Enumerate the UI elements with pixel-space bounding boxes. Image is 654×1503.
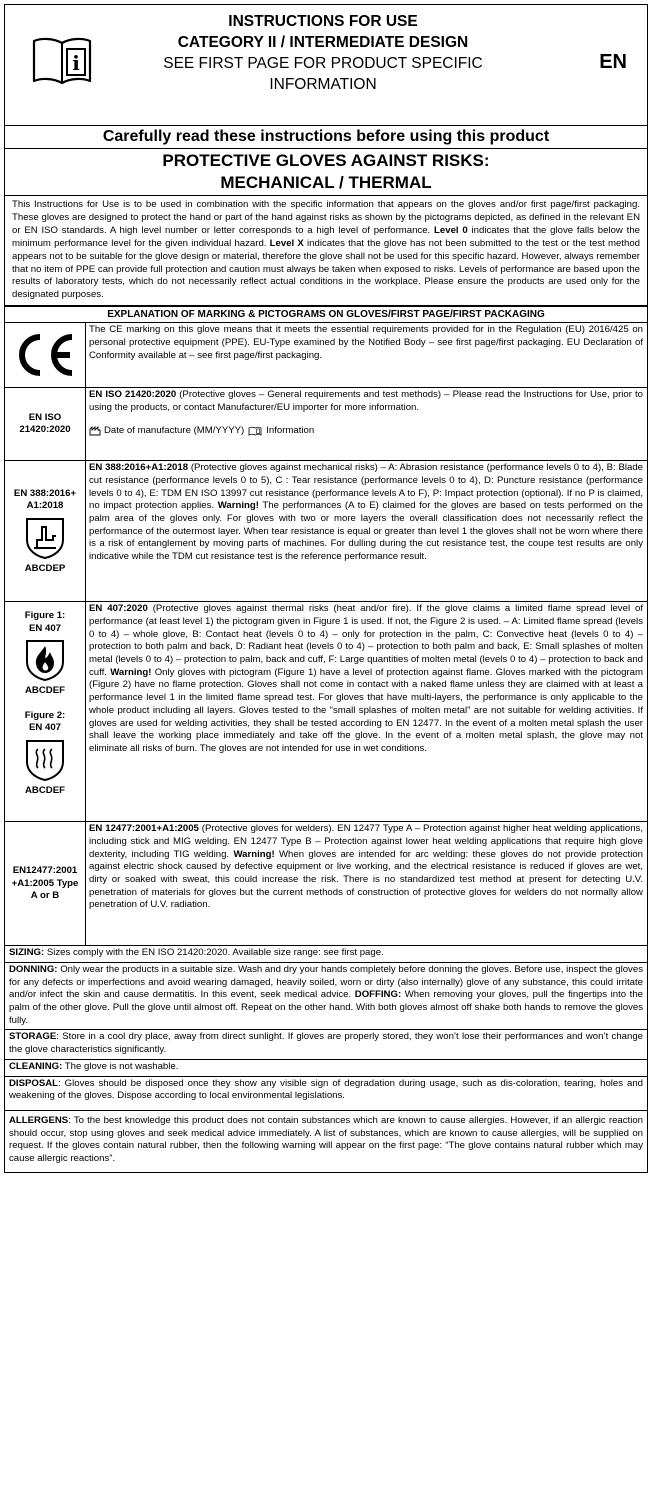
en388-label-line2: A1:2018	[26, 500, 64, 511]
ce-marking-row	[5, 323, 647, 388]
donning-label: DONNING:	[9, 963, 58, 975]
read-instructions-banner: Carefully read these instructions before using this product	[5, 126, 647, 149]
en388-text	[86, 461, 647, 601]
product-title-banner	[5, 149, 647, 196]
product-title-line1: PROTECTIVE GLOVES AGAINST RISKS:	[162, 151, 490, 170]
doc-see-first-page: SEE FIRST PAGE FOR PRODUCT SPECIFIC	[163, 55, 483, 72]
intro-text-3: indicates that the glove has not been submitted to the test or the test method appears not to be suitable for the glove design or material, therefore the glove shall not be used for this specific hazard. However, always remember that no item of PPE can provide full protection and caution must always be taken when exposed to risks. Levels of performance are based upon the results of laboratory tests, which do not necessarily reflect actual conditions in the workplace. Please ensure the products are used only for the designated purposes.	[12, 237, 640, 301]
en407-fig1-title: Figure 1:	[24, 610, 66, 622]
en12477-label-line1: EN12477:2001	[12, 865, 78, 876]
iso-label-line1: EN ISO	[28, 411, 62, 423]
doffing-label: DOFFING:	[354, 989, 402, 1001]
cleaning-label: CLEANING:	[9, 1060, 63, 1072]
en407-text-2: Only gloves with pictogram (Figure 1) have a level of protection against flame. Gloves marked with the pictogram (Figure 2) have no flame protection. Gloves shall not come in contact with a naked flame unless they are claimed with at least a performance level 1 in the limited flame spread test. For gloves that have multi-layers, the performance is only applicable to the whole product including all layers. Gloves tested to the “small splashes of molten metal” are not suitable for welding activities. If gloves are used for welding activities, they shall be tested according to EN 12477. In the event of a molten metal splash the user shall leave the working place immediately and take off the glove. In the event of a molten metal splash, the glove may not eliminate all risks of burn. The gloves are not intended for use in wet conditions.	[89, 666, 643, 754]
en388-label	[5, 461, 86, 601]
en407-row	[5, 602, 647, 822]
ce-text: The CE marking on this glove means that it meets the essential requirements provided for in the Regulation (EU) 2016/425 on personal protective equipment (PPE). EU-Type examined by the Notified Body – see first page/first packaging. EU Declaration of Conformity available at – see first page/first packaging.	[89, 324, 643, 361]
sizing-text: Sizes comply with the EN ISO 21420:2020. Available size range: see first page.	[44, 947, 384, 959]
flame-shield-icon	[24, 638, 66, 682]
level-x-term: Level X	[269, 237, 304, 249]
information-icon	[247, 426, 263, 436]
disposal-section	[5, 1077, 647, 1111]
date-of-manufacture-label: Date of manufacture (MM/YYYY)	[104, 424, 245, 436]
iso-21420-label	[5, 388, 86, 460]
en12477-row	[5, 822, 647, 946]
en12477-text-1: (Protective gloves for welders). EN 12477 Type A – Protection against higher heat welding applications, including stick and MIG welding. EN 12477 Type B – Protection against lower heat welding applications that require high glove dexterity, including TIG welding.	[89, 823, 643, 860]
header-titles	[123, 11, 523, 95]
en407-warning: Warning!	[110, 666, 152, 678]
intro-text-1: This Instructions for Use is to be used in combination with the specific information that appears on the gloves and/or first page/first packaging. These gloves are designed to protect the hand or part of the hand against risks as shown by the pictograms depicted, as defined in the relevant EN or EN ISO standards. A high level number or letter corresponds to a high level of performance.	[12, 199, 640, 236]
intro-text-2: indicates that the glove falls below the minimum performance level for the given individual hazard.	[12, 224, 640, 249]
en407-fig2-standard: EN 407	[29, 722, 61, 734]
en12477-code: EN 12477:2001+A1:2005	[89, 823, 199, 835]
allergens-label: ALLERGENS	[9, 1114, 69, 1126]
iso-21420-row	[5, 388, 647, 461]
en407-code: EN 407:2020	[89, 603, 148, 615]
product-title-line2: MECHANICAL / THERMAL	[220, 173, 432, 192]
iso-code: EN ISO 21420:2020	[89, 389, 177, 401]
storage-section	[5, 1030, 647, 1059]
en12477-label-line3: A or B	[30, 890, 60, 901]
allergens-section	[5, 1111, 647, 1172]
cleaning-section	[5, 1060, 647, 1077]
level-0-term: Level 0	[434, 224, 468, 236]
doc-category: CATEGORY II / INTERMEDIATE DESIGN	[177, 34, 469, 51]
storage-text: : Store in a cool dry place, away from direct sunlight. If gloves are properly stored, they won’t lose their performances and won’t change the glove characteristics significantly.	[9, 1031, 643, 1056]
en407-fig2-letters: ABCDEF	[25, 784, 65, 796]
en407-fig1-standard: EN 407	[29, 622, 61, 634]
svg-text:i: i	[72, 51, 80, 75]
doffing-text: When removing your gloves, pull the fingertips into the palm of the other glove. Pull the glove until almost off. Repeat on the other hand. With both gloves almost off shake both hands to remove the gloves fully.	[9, 989, 643, 1026]
en388-row	[5, 461, 647, 602]
en388-letters: ABCDEP	[24, 562, 66, 574]
iso-description: (Protective gloves – General requirements and test methods) – Please read the Instructions for Use, prior to using the products, or contact Manufacturer/EU importer for more information.	[89, 389, 643, 413]
intro-paragraph	[5, 196, 647, 307]
en12477-warning: Warning!	[233, 848, 275, 860]
en12477-text-2: When gloves are intended for arc welding: these gloves do not provide protection against electric shock caused by defective equipment or live working, and the electrical resistance is reduced if gloves are wet, dirty or soaked with sweat, this could increase the risk. There is no standardized test method at present for detecting U.V. penetration of materials for gloves but the current methods of construction of protective gloves for welders do not normally allow penetration of U.V. radiation.	[89, 848, 643, 911]
en12477-text	[86, 822, 647, 945]
heat-shield-icon	[24, 738, 66, 782]
document-header	[5, 5, 647, 126]
donning-section	[5, 963, 647, 1031]
book-info-icon	[31, 35, 93, 87]
en388-text-2: The performances (A to E) claimed for the gloves are based on tests performed on the palm area of the gloves only. For gloves with two or more layers the overall classification does not necessarily reflect the performance of the outermost layer. When tear resistance is equal or greater than level 1 the gloves shall not be worn where there is a risk of entanglement by moving parts of machines. For dulling during the cut resistance test, the coupe test results are only indicative while the TDM cut resistance test is the reference performance result.	[89, 500, 644, 563]
en12477-label-line2: +A1:2005 Type	[11, 877, 79, 889]
en407-fig1-letters: ABCDEF	[25, 685, 65, 697]
storage-label: STORAGE	[9, 1031, 57, 1043]
instructions-sheet	[4, 4, 648, 1173]
en388-label-line1: EN 388:2016+	[13, 487, 77, 499]
disposal-label: DISPOSAL	[9, 1077, 59, 1089]
language-code: EN	[599, 51, 627, 73]
donning-text: Only wear the products in a suitable size. Wash and dry your hands completely before donning the gloves. Before use, inspect the gloves for any defects or imperfections and avoid wearing damaged, heavily soiled, worn or dirty (also internally) glove of any substance, this could irritate and/or infect the skin and cause dermatitis. In this event, seek medical advice.	[9, 963, 643, 1001]
en407-text	[86, 602, 647, 821]
date-of-manufacture-icon	[89, 426, 101, 436]
en388-code: EN 388:2016+A1:2018	[89, 462, 189, 474]
iso-21420-text	[86, 388, 647, 460]
sizing-section	[5, 946, 647, 963]
en407-fig2-title: Figure 2:	[24, 709, 66, 721]
allergens-text: : To the best knowledge this product does not contain substances which are known to cause allergies. However, if an allergic reaction should occur, stop using gloves and seek medical advice immediately. A list of substances, which are known to cause allergies, will be supplied on request. If the gloves contain natural rubber, then the following warning will appear on the first page: “The glove contains natural rubber which may cause allergic reactions”.	[9, 1114, 643, 1165]
cleaning-text: The glove is not washable.	[62, 1060, 179, 1072]
doc-title: INSTRUCTIONS FOR USE	[228, 13, 418, 30]
en12477-label	[5, 822, 86, 945]
explanation-section-title: EXPLANATION OF MARKING & PICTOGRAMS ON GLOVES/FIRST PAGE/FIRST PACKAGING	[5, 307, 647, 323]
en388-text-1: (Protective gloves against mechanical risks) – A: Abrasion resistance (performance levels 0 to 4), B: Blade cut resistance (performance levels 0 to 5), C : Tear resistance (performance levels 0 to 4), D: Puncture resistance (performance levels 0 to 4), E: TDM EN ISO 13997 cut resistance (performance levels A to F), P: Impact protection (optional). If no P is claimed, no impact protection applies.	[89, 462, 643, 512]
en407-label	[5, 602, 86, 821]
mechanical-risk-shield-icon	[24, 516, 66, 560]
doc-see-first-page-2: INFORMATION	[269, 76, 377, 93]
disposal-text: : Gloves should be disposed once they show any visible sign of degradation during usage, such as dis-coloration, tearing, holes and weakening of the gloves. Dispose according to local environmental legislations.	[9, 1077, 643, 1102]
information-label: Information	[266, 424, 315, 436]
sizing-label: SIZING:	[9, 947, 45, 959]
iso-label-line2: 21420:2020	[19, 424, 71, 436]
en407-text-1: (Protective gloves against thermal risks (heat and/or fire). If the glove claims a limited flame spread level of performance (at least level 1) the pictogram given in Figure 1 is used. If not, the Figure 2 is used. – A: Limited flame spread (levels 0 to 4) – whole glove, B: Contact heat (levels 0 to 4) – only for protection in the palm, C: Convective heat (levels 0 to 4) – protection to both palm and back, D: Radiant heat (levels 0 to 4) – protection to both palm and back, E: Small splashes of molten metal (levels 0 to 4) – protection to palm, back and cuff, F: Large quantities of molten metal (levels 0 to 4) – protection to back and cuff.	[89, 603, 643, 678]
iso-symbols-line	[89, 425, 643, 438]
ce-mark-cell	[5, 323, 86, 387]
en388-warning: Warning!	[217, 500, 259, 512]
ce-mark-icon	[10, 332, 80, 378]
